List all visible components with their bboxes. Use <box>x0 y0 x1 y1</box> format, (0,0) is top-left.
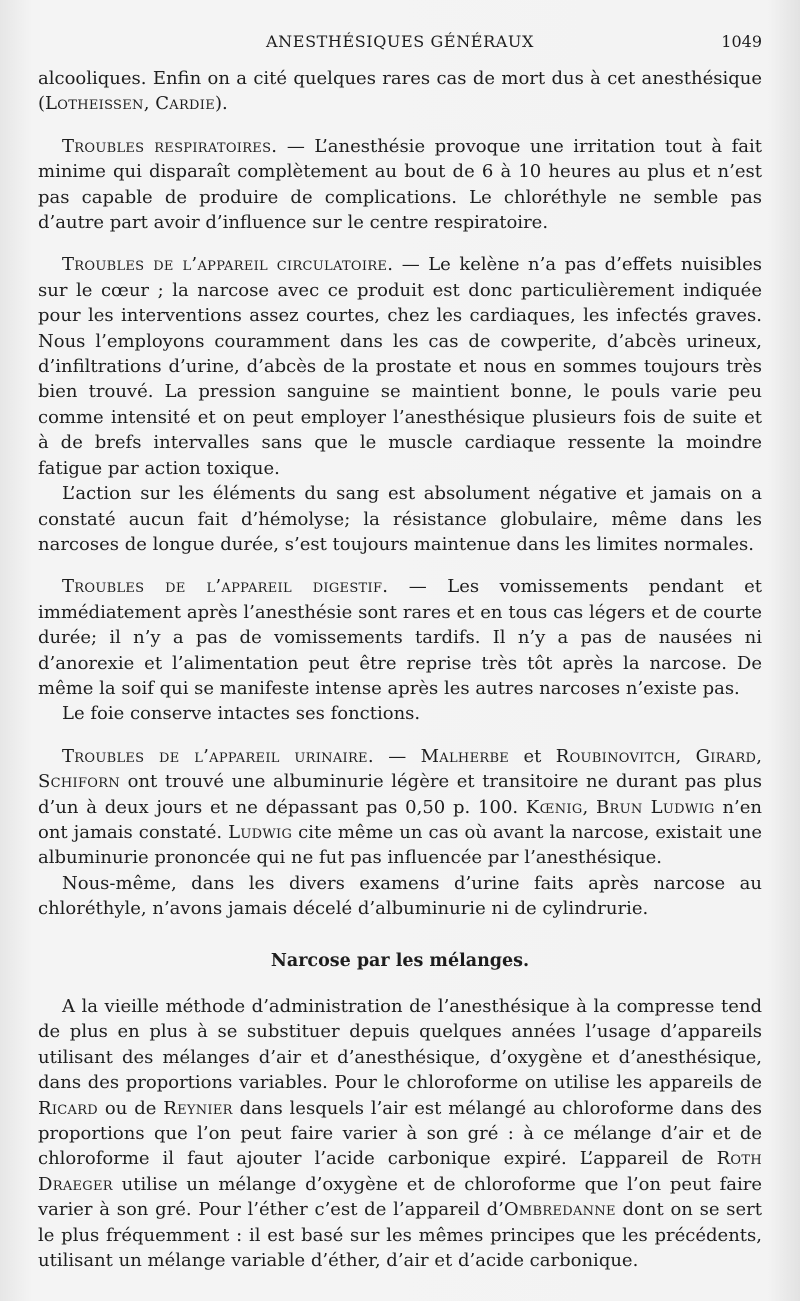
paragraph-heading: Troubles de l’appareil digestif. <box>62 576 389 598</box>
paragraph-own-observation <box>38 871 762 922</box>
paragraph-text: — L’anesthésie provoque une irritation tout à fait minime qui disparaît complètement au bout de 6 à 10 heures au plus et n’est pas capable de produire de complications. Le chloréthyle ne semble pas d’autre part avoir d’influence sur le centre respiratoire. <box>38 135 762 234</box>
section-title: Narcose par les mélanges. <box>270 950 530 971</box>
paragraph-text: , <box>675 745 696 767</box>
paragraph-text: n’en ont jamais constaté. <box>38 796 763 843</box>
paragraph-continuation <box>38 66 762 117</box>
author-name: Ricard <box>38 1097 99 1119</box>
author-name: Malherbe <box>420 745 510 767</box>
paragraph-heading: Troubles de l’appareil urinaire. <box>62 745 374 767</box>
author-name: Cardie <box>155 93 215 115</box>
page-header <box>38 30 762 54</box>
paragraph-mixtures <box>38 994 762 1273</box>
author-name: Roubinovitch <box>555 745 676 767</box>
paragraph-text: Nous-même, dans les divers examens d’urine faits après narcose au chloréthyle, n’avons jamais décelé d’albuminurie ni de cylindrurie. <box>38 872 762 920</box>
author-name: Kœnig <box>525 796 583 818</box>
paragraph-heading: Troubles respiratoires. <box>62 135 278 157</box>
running-title: ANESTHÉSIQUES GÉNÉRAUX <box>266 32 534 51</box>
paragraph-text: , <box>582 796 597 818</box>
paragraph-heading: Troubles de l’appareil circulatoire. <box>62 254 394 276</box>
paragraph-urinary <box>38 744 762 871</box>
paragraph-text: utilise un mélange d’oxygène et de chloroforme que l’on peut faire varier à son gré. Pour l’éther c’est de l’appareil d’ <box>38 1173 762 1221</box>
paragraph-digestive <box>38 574 762 701</box>
paragraph-text: ). <box>214 93 228 115</box>
paragraph-liver <box>38 701 762 726</box>
paragraph-text: — <box>373 745 421 767</box>
page-body <box>38 66 762 1273</box>
paragraph-circulatory <box>38 252 762 481</box>
author-name: Roth Draeger <box>38 1148 762 1195</box>
paragraph-text: A la vieille méthode d’administration de l’anesthésique à la compresse tend de plus en plus à se substituer depuis quelques années l’usage d’appareils utilisant des mélanges d’air et d’anesthésique, d’oxygène et d’anesthésique, dans des proportions variables. Pour le chloroforme on utilise les appareils de <box>38 996 762 1094</box>
paragraph-text: — Le kelène n’a pas d’effets nuisibles sur le cœur ; la narcose avec ce produit est donc particulièrement indiquée pour les interventions assez courtes, chez les cardiaques, les infectés graves. Nous l’employons couramment dans les cas de cowperite, d’abcès urineux, d’infiltrations d’urine, d’abcès de la prostate et nous en sommes toujours très bien trouvé. La pression sanguine se maintient bonne, le pouls varie peu comme intensité et on peut employer l’anesthésique plusieurs fois de suite et à de brefs intervalles sans que le muscle cardiaque ressente la moindre fatigue par action toxique. <box>38 254 763 479</box>
page-number: 1049 <box>721 32 762 51</box>
author-name: Schiforn <box>38 771 120 793</box>
paragraph-text: et <box>509 745 556 767</box>
paragraph-text: , <box>756 745 762 767</box>
paragraph-text: Le foie conserve intactes ses fonctions. <box>62 703 421 725</box>
paragraph-text: , <box>143 93 156 115</box>
paragraph-text: ont trouvé une albuminurie légère et transitoire ne durant pas plus d’un à deux jours et ne dépassant pas 0,50 p. 100. <box>38 771 762 818</box>
author-name: Reynier <box>163 1097 233 1119</box>
author-name: Girard <box>695 745 757 767</box>
paragraph-text: L’action sur les éléments du sang est absolument négative et jamais on a constaté aucun fait d’hémolyse; la résistance globulaire, même dans les narcoses de longue durée, s’est toujours maintenue dans les limites normales. <box>38 483 762 555</box>
paragraph-text: dans lesquels l’air est mélangé au chloroforme dans des proportions que l’on peut faire varier à son gré : à ce mélange d’air et de chloroforme il faut ajouter l’acide carbonique expiré. L’appareil de <box>38 1097 762 1170</box>
paragraph-respiratory <box>38 134 762 236</box>
paragraph-text: alcooliques. Enfin on a cité quelques rares cas de mort dus à cet anesthésique ( <box>38 68 762 115</box>
paragraph-text: cite même un cas où avant la narcose, existait une albuminurie prononcée qui ne fut pas influencée par l’anesthésique. <box>38 821 762 869</box>
paragraph-text: — Les vomissements pendant et immédiatement après l’anesthésie sont rares et en tous cas légers et de courte durée; il n’y a pas de vomissements tardifs. Il n’y a pas de nausées ni d’anorexie et l’alimentation peut être reprise très tôt après la narcose. De même la soif qui se manifeste intense après les autres narcoses n’existe pas. <box>38 576 762 699</box>
author-name: Ludwig <box>228 821 293 843</box>
paragraph-text: dont on se sert le plus fréquemment : il est basé sur les mêmes principes que les précédents, utilisant un mélange variable d’éther, d’air et d’acide carbonique. <box>38 1199 762 1272</box>
paragraph-blood <box>38 481 762 557</box>
paragraph-text: ou de <box>98 1097 164 1119</box>
author-name: Brun Ludwig <box>596 796 715 818</box>
author-name: Ombredanne <box>503 1199 616 1221</box>
author-name: Lotheissen <box>45 93 144 115</box>
